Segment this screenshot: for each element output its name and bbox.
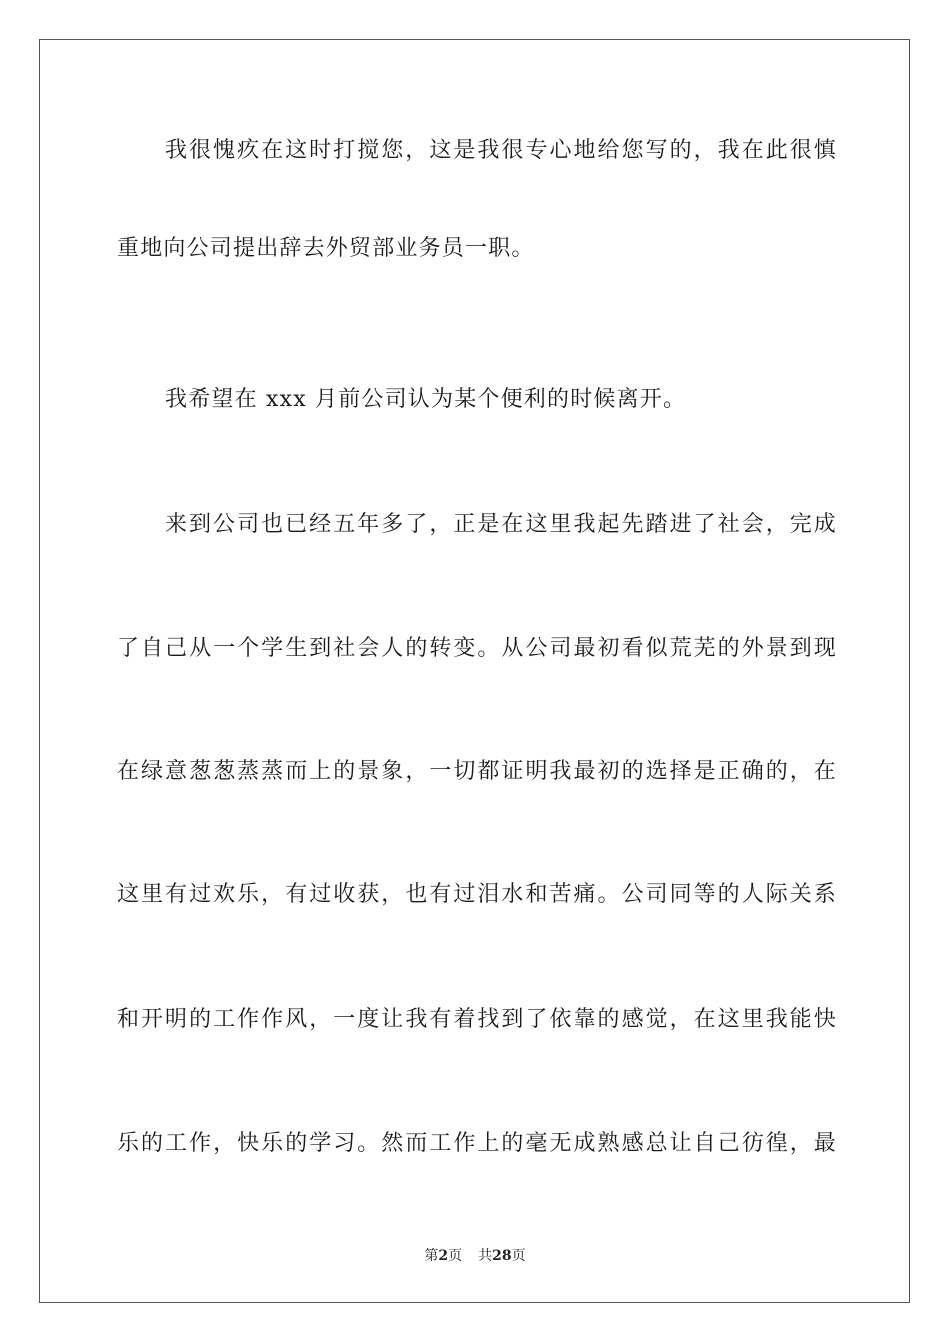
- text-line-3: 我希望在 xxx 月前公司认为某个便利的时候离开。: [165, 387, 687, 412]
- text-line-6: 在绿意葱葱蒸蒸而上的景象，一切都证明我最初的选择是正确的，在: [117, 759, 837, 784]
- text-line-4: 来到公司也已经五年多了，正是在这里我起先踏进了社会，完成: [165, 512, 837, 537]
- page-prefix: 第: [424, 1248, 439, 1264]
- page-border: [39, 39, 910, 1303]
- page-suffix: 页: [448, 1248, 463, 1264]
- total-pages: 28: [492, 1248, 512, 1264]
- text-line-9: 乐的工作，快乐的学习。然而工作上的毫无成熟感总让自己彷徨，最: [117, 1131, 837, 1156]
- page-number: 2: [438, 1248, 449, 1264]
- text-line-5: 了自己从一个学生到社会人的转变。从公司最初看似荒芜的外景到现: [117, 636, 837, 661]
- text-line-7: 这里有过欢乐，有过收获，也有过泪水和苦痛。公司同等的人际关系: [117, 882, 837, 907]
- text-line-1: 我很愧疚在这时打搅您，这是我很专心地给您写的，我在此很慎: [165, 138, 837, 163]
- page-footer: [0, 1246, 950, 1266]
- total-suffix: 页: [511, 1248, 526, 1264]
- text-line-8: 和开明的工作作风，一度让我有着找到了依靠的感觉，在这里我能快: [117, 1007, 837, 1032]
- text-line-2: 重地向公司提出辞去外贸部业务员一职。: [117, 236, 535, 261]
- total-prefix: 共: [478, 1248, 493, 1264]
